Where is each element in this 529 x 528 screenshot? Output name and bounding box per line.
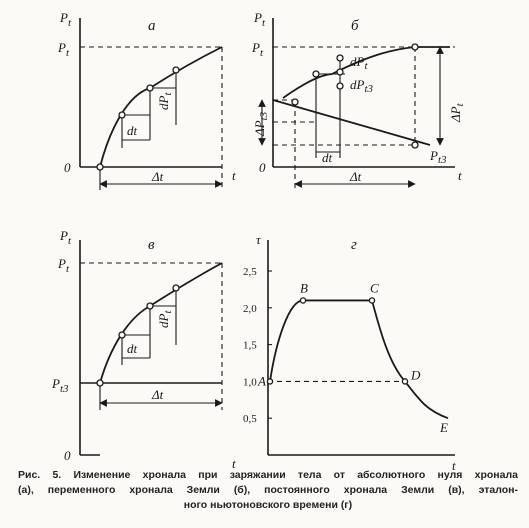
panel-v-title: в [148, 237, 155, 253]
panel-v-dp-label: $dP_t$ [156, 310, 174, 328]
panel-b-delta-pt-label: $\Delta P_t$ [448, 103, 466, 122]
panel-g-point-label-a: A [258, 373, 266, 389]
panel-v-x-label: t [232, 456, 236, 471]
panel-b [251, 10, 466, 190]
panel-v-dt-label: dt [127, 341, 138, 356]
caption-line-1: Рис. 5. Изменение хронала при заряжании тела от абсолютного нуля хронала [18, 469, 518, 481]
panel-a-pt-label: $P_t$ [58, 40, 70, 59]
panel-a-dt-label: dt [127, 123, 138, 138]
panel-b-x-label: t [458, 168, 462, 183]
panel-a-title: а [148, 18, 156, 34]
panel-v-point [173, 285, 179, 291]
panel-a-delta-t-label: Δt [152, 169, 164, 184]
panel-b-origin: 0 [259, 160, 266, 175]
panel-a-point [119, 112, 125, 118]
panel-b-delta-pt3-label: $\Delta P_{t3}$ [252, 111, 270, 136]
panel-b-point [412, 44, 418, 50]
panel-b-point [337, 55, 343, 61]
panel-b-dp2-label: $dP_{t3}$ [350, 77, 374, 95]
panel-b-y-label: $P_t$ [254, 10, 266, 29]
panel-g-point-label-c: C [370, 280, 379, 296]
panel-v-origin: 0 [64, 448, 71, 463]
panel-g-point-a [267, 379, 272, 384]
panel-v-pt-label: $P_t$ [58, 256, 70, 275]
panel-g-y-label: τ [256, 232, 261, 247]
panel-a-point [173, 67, 179, 73]
panel-a-point [97, 164, 103, 170]
panel-g-y-tick-label: 1,0 [243, 376, 257, 389]
panel-g-point-d [402, 379, 407, 384]
panel-g-y-tick-label: 2,0 [243, 302, 257, 315]
panel-g [243, 232, 456, 473]
panel-g-y-tick-label: 2,5 [243, 266, 257, 278]
panel-g-series-line [270, 300, 448, 418]
panel-g-points [257, 280, 448, 435]
panel-g-x-label: t [452, 458, 456, 473]
panel-v-point [119, 332, 125, 338]
panel-b-point [337, 83, 343, 89]
panel-a [57, 10, 236, 190]
panel-a-point [147, 85, 153, 91]
panel-b-point [412, 142, 418, 148]
panel-v-delta-t-label: Δt [152, 387, 164, 402]
panel-b-pt-label: $P_t$ [252, 40, 264, 59]
panel-v-point [147, 303, 153, 309]
panel-g-y-tick-label: 0,5 [243, 413, 257, 426]
panel-b-point [313, 71, 319, 77]
panel-g-title: г [351, 237, 357, 253]
panel-a-dp-label: $dP_t$ [156, 92, 174, 110]
panel-v-point [97, 380, 103, 386]
figure-caption [18, 468, 518, 513]
panel-g-point-label-b: B [300, 280, 308, 296]
panel-g-point-b [300, 298, 305, 303]
panel-v-pt3-label: $P_{t3}$ [52, 376, 69, 395]
panel-g-point-c [369, 298, 374, 303]
panel-a-x-label: t [232, 168, 236, 183]
caption-line-2: (а), переменного хронала Земли (б), постоянного хронала Земли (в), эталон- [18, 484, 518, 496]
panel-b-dt-label: dt [322, 150, 333, 165]
panel-b-earth-line [273, 100, 430, 145]
panel-g-point-label-d: D [411, 367, 421, 383]
panel-b-title: б [351, 18, 359, 34]
panel-b-point [337, 69, 343, 75]
panel-b-pt3-label: $P_{t3}$ [430, 148, 447, 166]
panel-b-dp1-label: $dP_t$ [350, 54, 368, 72]
panel-g-y-tick-label: 1,5 [243, 339, 257, 352]
caption-line-3: ного ньютоновского времени (г) [183, 499, 353, 511]
panel-a-origin: 0 [64, 160, 71, 175]
panel-v [51, 228, 236, 471]
panel-g-point-label-e: E [440, 420, 448, 436]
panel-a-y-label: $P_t$ [60, 10, 72, 29]
panel-b-delta-t-label: Δt [350, 169, 362, 184]
panel-b-point [292, 99, 298, 105]
panel-v-y-label: $P_t$ [60, 228, 72, 247]
